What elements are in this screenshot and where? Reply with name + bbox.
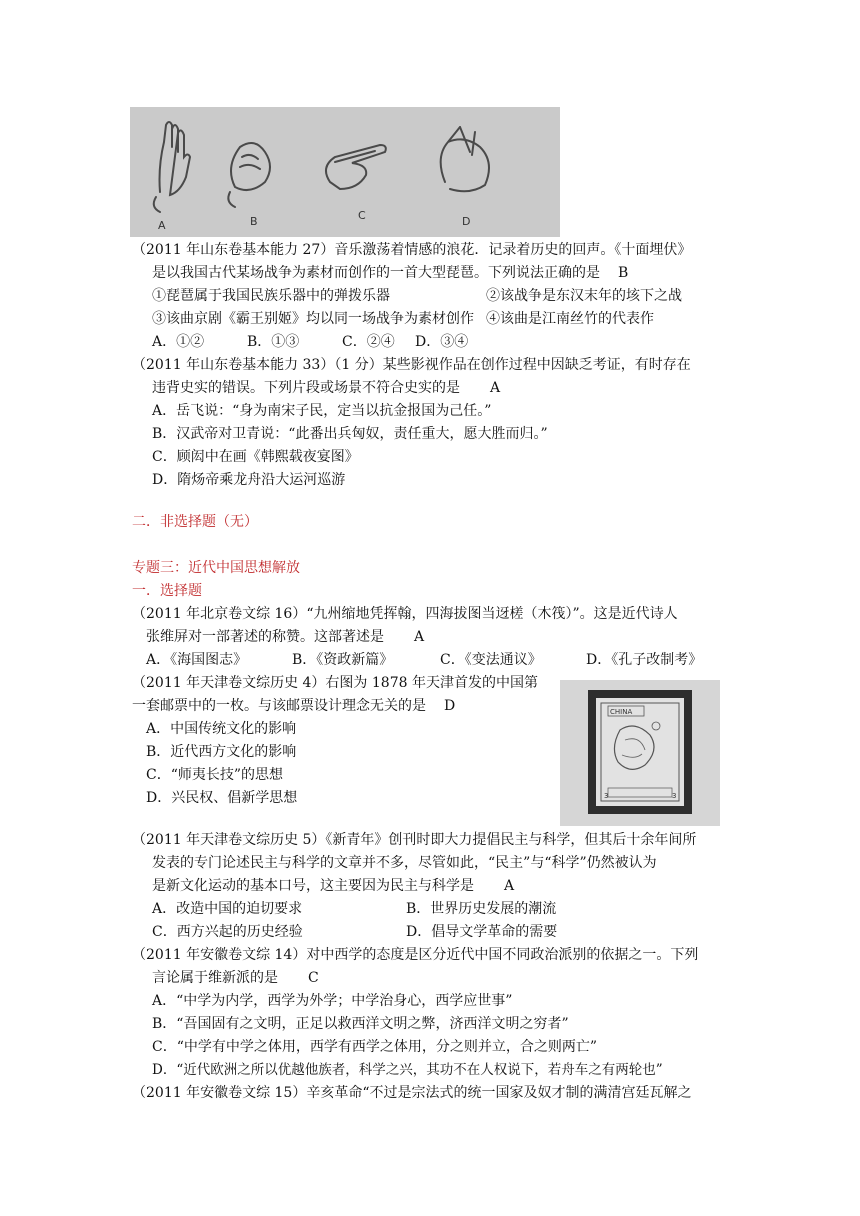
q27-choice-c: C．②④ [342, 334, 395, 350]
hand-label-c: C [358, 209, 366, 222]
section-choice-heading: 一．选择题 [132, 583, 202, 599]
q5-option-a: A．改造中国的迫切要求 [152, 901, 303, 917]
q14-option-c: C．“中学有中学之体用，西学有西学之体用，分之则并立，合之则两亡” [152, 1039, 598, 1055]
q27-answer: B [618, 265, 629, 281]
q27-line2 [152, 263, 628, 283]
q5-option-b: B．世界历史发展的潮流 [406, 901, 557, 917]
q4-stem: 一套邮票中的一枚。与该邮票设计理念无关的是 [132, 698, 426, 714]
q5-line2: 发表的专门论述民主与科学的文章并不多，尽管如此，“民主”与“科学”仍然被认为 [152, 855, 657, 871]
q27-line1: （2011 年山东卷基本能力 27）音乐激荡着情感的浪花．记录着历史的回声。《十面埋伏》 [132, 242, 692, 258]
q14-stem: 言论属于维新派的是 [152, 970, 278, 986]
section-non-choice-heading: 二．非选择题（无） [132, 514, 258, 530]
svg-text:CHINA: CHINA [610, 708, 633, 716]
q14-line2 [152, 968, 319, 988]
dragon-stamp-icon [560, 680, 720, 826]
q27-choice-a: A．①② [152, 334, 205, 350]
q4-line1: （2011 年天津卷文综历史 4）右图为 1878 年天津首发的中国第 [132, 675, 538, 691]
q33-line2 [152, 378, 500, 398]
q14-option-a: A．“中学为内学，西学为外学；中学治身心，西学应世事” [152, 993, 513, 1009]
q33-line1: （2011 年山东卷基本能力 33）（1 分）某些影视作品在创作过程中因缺乏考证，有时存在 [132, 357, 691, 373]
topic3-heading: 专题三：近代中国思想解放 [132, 560, 300, 576]
q4-option-b: B．近代西方文化的影响 [146, 744, 297, 760]
svg-text:3: 3 [672, 792, 677, 800]
q5-option-d: D．倡导文学革命的需要 [406, 924, 558, 940]
q33-option-a: A．岳飞说：“身为南宋子民，定当以抗金报国为己任。” [152, 403, 492, 419]
q5-answer: A [504, 878, 515, 894]
q33-option-d: D．隋炀帝乘龙舟沿大运河巡游 [152, 472, 346, 488]
q5-line3 [152, 876, 514, 896]
q27-choice-d: D．③④ [415, 334, 469, 350]
q33-answer: A [490, 380, 501, 396]
q27-option-4: ④该曲是江南丝竹的代表作 [486, 311, 654, 327]
q33-option-c: C．顾闳中在画《韩熙载夜宴图》 [152, 449, 359, 465]
dragon-stamp-figure [560, 680, 720, 826]
q16-choice-b: B．《资政新篇》 [292, 652, 394, 668]
q27-choice-b: B．①③ [247, 334, 300, 350]
q16-answer: A [414, 629, 425, 645]
q14-option-b: B．“吾国固有之文明，正足以救西洋文明之弊，济西洋文明之穷者” [152, 1016, 569, 1032]
q27-option-2: ②该战争是东汉末年的垓下之战 [486, 288, 682, 304]
hand-label-b: B [250, 215, 258, 228]
q4-line2 [132, 696, 455, 716]
q14-option-d: D．“近代欧洲之所以优越他族者，科学之兴，其功不在人权说下，若舟车之有两轮也” [152, 1062, 663, 1078]
q16-choice-a: A．《海国图志》 [146, 652, 248, 668]
hand-gesture-icon [130, 107, 560, 237]
q4-answer: D [444, 698, 456, 714]
q16-stem: 张维屏对一部著述的称赞。这部著述是 [146, 629, 384, 645]
q4-option-c: C．“师夷长技”的思想 [146, 767, 284, 783]
q5-line1: （2011 年天津卷文综历史 5）《新青年》创刊时即大力提倡民主与科学，但其后十余年间所 [132, 832, 697, 848]
q27-option-3: ③该曲京剧《霸王别姬》均以同一场战争为素材创作 [152, 311, 474, 327]
q33-stem: 违背史实的错误。下列片段或场景不符合史实的是 [152, 380, 460, 396]
q16-line1: （2011 年北京卷文综 16）“九州缩地凭挥翰，四海拔图当迓槎（木筏）”。这是近代诗人 [132, 606, 678, 622]
q16-line2 [146, 627, 424, 647]
q15-line1: （2011 年安徽卷文综 15）辛亥革命“不过是宗法式的统一国家及奴才制的满清宫廷瓦解之 [132, 1085, 692, 1101]
hand-label-d: D [462, 215, 471, 228]
q27-stem: 是以我国古代某场战争为素材而创作的一首大型琵琶。下列说法正确的是 [152, 265, 600, 281]
q5-stem: 是新文化运动的基本口号，这主要因为民主与科学是 [152, 878, 474, 894]
q5-option-c: C．西方兴起的历史经验 [152, 924, 303, 940]
q14-line1: （2011 年安徽卷文综 14）对中西学的态度是区分近代中国不同政治派别的依据之一。下列 [132, 947, 699, 963]
q27-option-1: ①琵琶属于我国民族乐器中的弹拨乐器 [152, 288, 390, 304]
hand-label-a: A [158, 219, 166, 232]
q33-option-b: B．汉武帝对卫青说：“此番出兵匈奴，责任重大，愿大胜而归。” [152, 426, 548, 442]
q4-option-a: A．中国传统文化的影响 [146, 721, 297, 737]
q4-option-d: D．兴民权、倡新学思想 [146, 790, 298, 806]
q14-answer: C [308, 970, 319, 986]
hand-gesture-figure [130, 107, 560, 237]
q16-choice-d: D．《孔子改制考》 [586, 652, 703, 668]
q16-choice-c: C．《变法通议》 [440, 652, 542, 668]
svg-text:3: 3 [604, 792, 609, 800]
